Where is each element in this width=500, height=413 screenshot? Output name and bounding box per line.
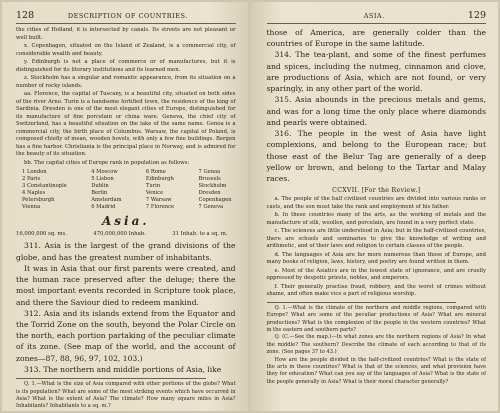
paragraph: 316. The people in the west of Asia have light complexions, and belong to the European race; but those east of the Belur Tag are generally of a deep yellow or brown, and belong to the Tartar and Malay races.	[266, 129, 486, 184]
rank-entry: Amsterdam	[91, 197, 122, 204]
divider	[267, 302, 457, 303]
rank-entry: 5 Lisbon	[91, 176, 114, 183]
paragraph: e. Most of the Asiatics are in the lowest state of ignorance, and are cruelly oppressed by despotic priests, nobles, and emperors.	[266, 267, 486, 282]
rank-entry: 6 Rome	[145, 169, 166, 176]
rank-entry: Vienna	[22, 204, 41, 211]
paragraph: f. Their generally practise fraud, robbery, and the worst of crimes without shame, and often make vice a part of religious worship.	[266, 283, 486, 298]
left-page	[2, 2, 248, 411]
review-questions: Q. 1.—What is the size of Asia compared with other portions of the globe? What is its population? What are some of the most striking events which have occurred in Asia? What is the extent of Asia? The climate? How many square miles in Asia? Inhabitants? Inhabitants to a sq. m.?	[16, 381, 236, 410]
population-stat: 470,000,000 Inhab.	[93, 231, 146, 238]
paragraph: b. In these countries many of the arts, as the working of metals and the manufacture of silk, woollen, and porcelain, are found in a very perfect state.	[266, 212, 486, 226]
right-page-header	[267, 10, 487, 24]
rank-entry: 7 Genoa	[198, 169, 221, 176]
area-stat: 16,000,000 sq. ms.	[16, 231, 67, 238]
density-stat: 31 Inhab. to a sq. m.	[172, 231, 228, 238]
left-page-header	[16, 10, 236, 24]
paragraph: It was in Asia that our first parents were created, and the human race preserved after the deluge; there the most important events recorded in Scripture took place, and there the Saviour died to redeem mankind.	[16, 263, 236, 307]
rank-column	[146, 169, 174, 211]
paragraph: 311. Asia is the largest of the grand divisions of the globe, and has the greatest number of inhabitants.	[16, 241, 236, 262]
paragraph: y. Edinburgh is not a place of commerce or of manufactures, but it is distinguished for its literary institutions and its learned men.	[16, 59, 236, 73]
page-number: 128	[16, 10, 35, 21]
paragraph: a. The people of the half civilized countries are divided into various ranks or casts, and the son must take the rank and employment of his father.	[266, 196, 486, 210]
asia-statistics	[16, 231, 228, 237]
paragraph: 313. The northern and middle portions of Asia, like	[24, 364, 222, 374]
paragraph: c. The sciences are little understood in Asia; but in the half-civilized countries, there are schools and seminaries to give the knowledge of writing and arithmetic, and of their laws and religion to certain classes of the people.	[266, 228, 486, 250]
rank-entry: Edinburgh	[145, 176, 174, 183]
paragraph: those of America, are generally colder than the countries of Europe in the same latitude.	[266, 28, 486, 49]
paragraph: 314. The tea-plant, and some of the finest perfumes and spices, including the nutmeg, cinnamon and clove, are productions of Asia, which are not found, or very sparingly, in any other part of the world.	[266, 50, 486, 94]
paragraph: d. The languages of Asia are far more numerous than those of Europe, and many books of religion, laws, history, and poetry are found written in them.	[266, 251, 486, 266]
section-title: CCXVII. [For the Review.]	[332, 187, 421, 195]
rank-column	[22, 169, 67, 211]
rank-entry: Venice	[145, 190, 164, 197]
rank-entry: 3 Constantinople	[22, 183, 67, 190]
page-number: 129	[467, 10, 486, 21]
right-page	[251, 2, 499, 411]
rank-entry: Petersburgh	[22, 197, 55, 204]
paragraph: 312. Asia and its islands extend from the Equator and the Torrid Zone on the south, beyond the Polar Circle on the north, each portion partaking of the peculiar climate of its zone. (See map of the world, and the account of zones—87, 88, 96, 97, 102, 103.)	[16, 308, 236, 363]
capital-ranking-table	[22, 169, 232, 211]
paragraph: the cities of Holland, it is intersected by canals. Its streets are not pleasant or well built.	[16, 27, 236, 41]
running-head: ASIA.	[363, 12, 385, 20]
paragraph: x. Copenhagen, situated on the Island of Zealand, is a commercial city, of considerable wealth and beauty.	[16, 43, 236, 57]
section-title: Asia.	[101, 214, 150, 229]
review-questions: Q. 1.—What is the climate of the northern and middle regions, compared with Europe? What are some of the peculiar productions of Asia? What are mineral productions? What is the complexion of the people in the western countries? What in the eastern and southern parts?	[266, 304, 486, 334]
rank-entry: Stockholm	[198, 183, 227, 190]
rank-entry: 7 Florence	[145, 204, 175, 211]
review-questions: How are the people divided in the half-civilized countries? What is the state of the arts in these countries? What is that of the sciences, and what provision have they for education? What can you say of the languages of Asia? What is the state of the people generally in Asia? What is their moral character generally?	[266, 356, 486, 385]
rank-entry: 7 Warsaw	[145, 197, 172, 204]
paragraph: aa. Florence, the capital of Tuscany, is a beautiful city, situated on both sides of the river Arno. Turin is a handsome fortified town, the residence of the king of Sardinia. Dresden is one of the most elegant cities of Europe, distinguished for its manufacture of fine porcelain or china ware. Geneva, the chief city of Switzerland, has a beautiful situation on the lake of the same name. Genoa is a commercial city, the birth place of Columbus. Warsaw, the capital of Poland, is composed chiefly of mean, wooden hovels, with only a few fine buildings. Bergen has a fine harbor. Christiania is the principal place in Norway, and is admired for the beauty of its situation.	[16, 91, 236, 158]
rank-entry: 6 Madrid	[91, 204, 116, 211]
rank-column	[91, 169, 121, 211]
rank-column	[199, 169, 232, 211]
running-head: DESCRIPTION OF COUNTRIES.	[67, 12, 188, 20]
rank-entry: Turin	[145, 183, 161, 190]
rank-entry: 4 Naples	[22, 190, 46, 197]
rank-entry: Berlin	[91, 190, 108, 197]
divider	[16, 378, 206, 379]
rank-entry: Dresden	[198, 190, 221, 197]
rank-entry: 1 London	[22, 169, 47, 176]
rank-entry: 2 Paris	[22, 176, 41, 183]
paragraph: 315. Asia abounds in the precious metals and gems, and was for a long time the only place where diamonds and pearls were obtained.	[266, 95, 486, 127]
rank-entry: Copenhagen	[198, 197, 232, 204]
rank-entry: Dublin	[91, 183, 109, 190]
paragraph: bb. The capital cities of Europe rank in population as follows:	[24, 159, 190, 166]
review-questions: Q. (C.—See the map.)—In what zones are the northern regions of Asia? In what the middle? The southern? Describe the climate of each according to that of its zone. (See pages 37 to 43.)	[266, 334, 486, 356]
paragraph: z. Stockholm has a singular and romantic appearance, from its situation on a number of rocky islands.	[16, 75, 236, 89]
rank-entry: 7 Geneva	[198, 204, 224, 211]
rank-entry: 4 Moscow	[91, 169, 118, 176]
rank-entry: Brussels	[198, 176, 221, 183]
